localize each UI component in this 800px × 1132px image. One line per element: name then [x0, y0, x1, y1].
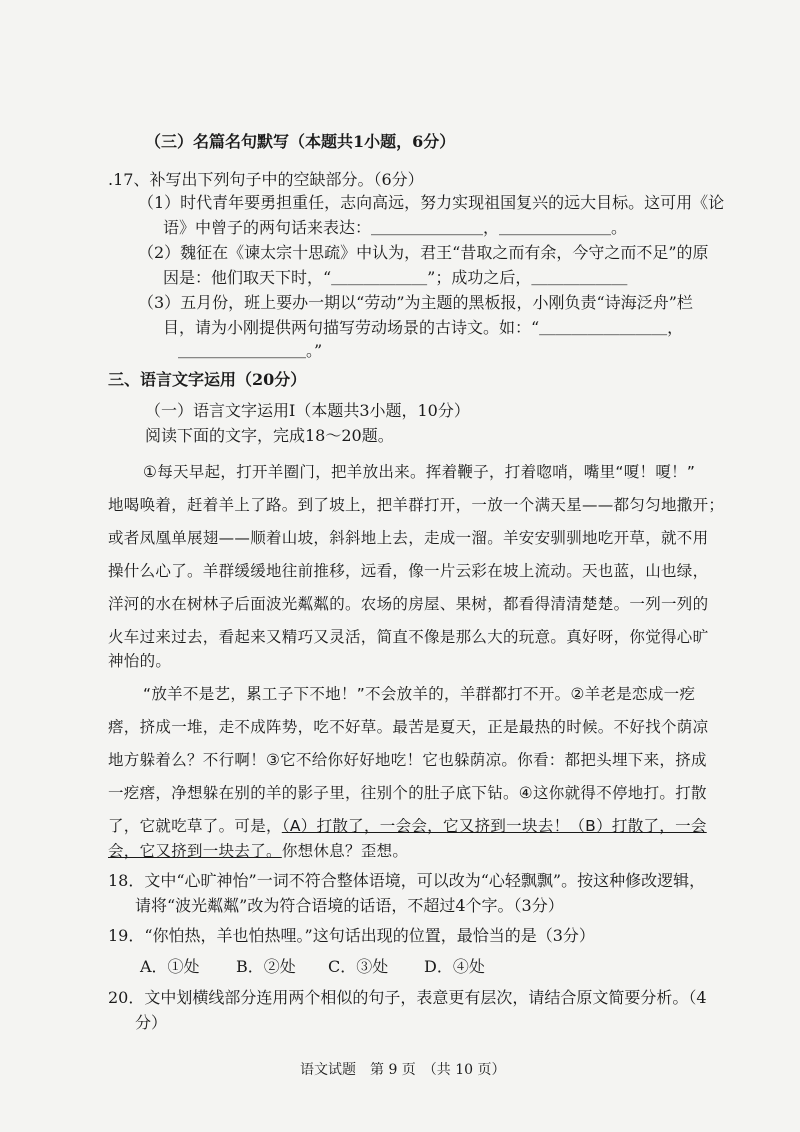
passage-line: 操什么心了。羊群缓缓地往前推移，远看，像一片云彩在坡上流动。天也蓝，山也绿，	[108, 562, 709, 580]
passage-line: 洋河的水在树林子后面波光粼粼的。农场的房屋、果树，都看得清清楚楚。一列一列的	[108, 595, 709, 613]
q18-line2: 请将“波光粼粼”改为符合语境的话语，不超过4个字。（3分）	[135, 896, 564, 915]
q17-sub2-line2: 因是：他们取天下时，“＿＿＿＿＿＿”；成功之后，＿＿＿＿＿＿	[163, 268, 628, 287]
q17-sub3-line2: 目，请为小刚提供两句描写劳动场景的古诗文。如：“＿＿＿＿＿＿＿＿，	[163, 318, 684, 337]
passage-line: 神怡的。	[108, 652, 172, 670]
q17-sub2-line1: （2）魏征在《谏太宗十思疏》中认为，君王“昔取之而有余，今守之而不足”的原	[138, 243, 709, 262]
q17-sub3-line3: ＿＿＿＿＿＿＿＿。”	[178, 341, 323, 360]
q18-line1: 18．文中“心旷神怡”一词不符合整体语境，可以改为“心轻飘飘”。按这种修改逻辑，	[108, 871, 706, 890]
part3-sub-header: （一）语言文字运用Ⅰ（本题共3小题，10分）	[145, 401, 470, 420]
q19-option-c: C．③处	[328, 957, 389, 976]
passage-text: 你想休息？歪想。	[281, 842, 409, 860]
underlined-sentences: （A）打散了，一会会，它又挤到一块去！（B）打散了，一会	[281, 817, 707, 835]
q20-line1: 20．文中划横线部分连用两个相似的句子，表意更有层次，请结合原文简要分析。（4	[108, 988, 707, 1007]
passage-line: “放羊不是艺，累工子下不地！”不会放羊的，羊群都打不开。②羊老是恋成一疙	[143, 685, 696, 703]
passage-text: 了，它就吃草了。可是，	[108, 817, 282, 835]
passage-line: 一疙瘩，净想躲在别的羊的影子里，往别个的肚子底下钻。④这你就得不停地打。打散	[108, 784, 707, 802]
q17-sub3-line1: （3）五月份，班上要办一期以“劳动”为主题的黑板报，小刚负责“诗海泛舟”栏	[138, 293, 693, 312]
section-header-mingpian: （三）名篇名句默写（本题共1小题，6分）	[145, 132, 456, 151]
passage-line: 或者凤凰单展翅——顺着山坡，斜斜地上去，走成一溜。羊安安驯驯地吃开草，就不用	[108, 529, 709, 547]
underlined-sentences: 会，它又挤到一块去了。	[108, 842, 282, 860]
q19-option-d: D．④处	[424, 957, 485, 976]
q17-sub1-line2: 语》中曾子的两句话来表达：＿＿＿＿＿＿＿，＿＿＿＿＿＿＿。	[163, 218, 628, 237]
q19-option-b: B．②处	[236, 957, 296, 976]
part3-instruction: 阅读下面的文字，完成18～20题。	[145, 426, 394, 445]
q19-option-a: A．①处	[140, 957, 200, 976]
passage-line-with-underline	[108, 841, 408, 861]
passage-line: 地方躲着么？不行啊！③它不给你好好地吃！它也躲荫凉。你看：都把头埋下来，挤成	[108, 751, 707, 769]
passage-line: 火车过来过去，看起来又精巧又灵活，简直不像是那么大的玩意。真好呀，你觉得心旷	[108, 628, 709, 646]
part3-header: 三、语言文字运用（20分）	[108, 370, 307, 389]
q17-title: .17、补写出下列句子中的空缺部分。（6分）	[108, 170, 424, 189]
q17-sub1-line1: （1）时代青年要勇担重任，志向高远，努力实现祖国复兴的远大目标。这可用《论	[138, 193, 725, 212]
q19-line1: 19．“你怕热，羊也怕热哩。”这句话出现的位置，最恰当的是（3分）	[108, 926, 595, 945]
passage-line: ①每天早起，打开羊圈门，把羊放出来。挥着鞭子，打着唿哨，嘴里“嗄！嗄！”	[143, 463, 696, 481]
passage-line-with-underline	[108, 816, 707, 836]
page-footer: 语文试题 第 9 页 （共 10 页）	[300, 1062, 506, 1078]
passage-line: 地喝唤着，赶着羊上了路。到了坡上，把羊群打开，一放一个满天星——都匀匀地撒开；	[108, 496, 725, 514]
q20-line2: 分）	[135, 1013, 168, 1032]
passage-line: 瘩，挤成一堆，走不成阵势，吃不好草。最苦是夏天，正是最热的时候。不好找个荫凉	[108, 718, 709, 736]
